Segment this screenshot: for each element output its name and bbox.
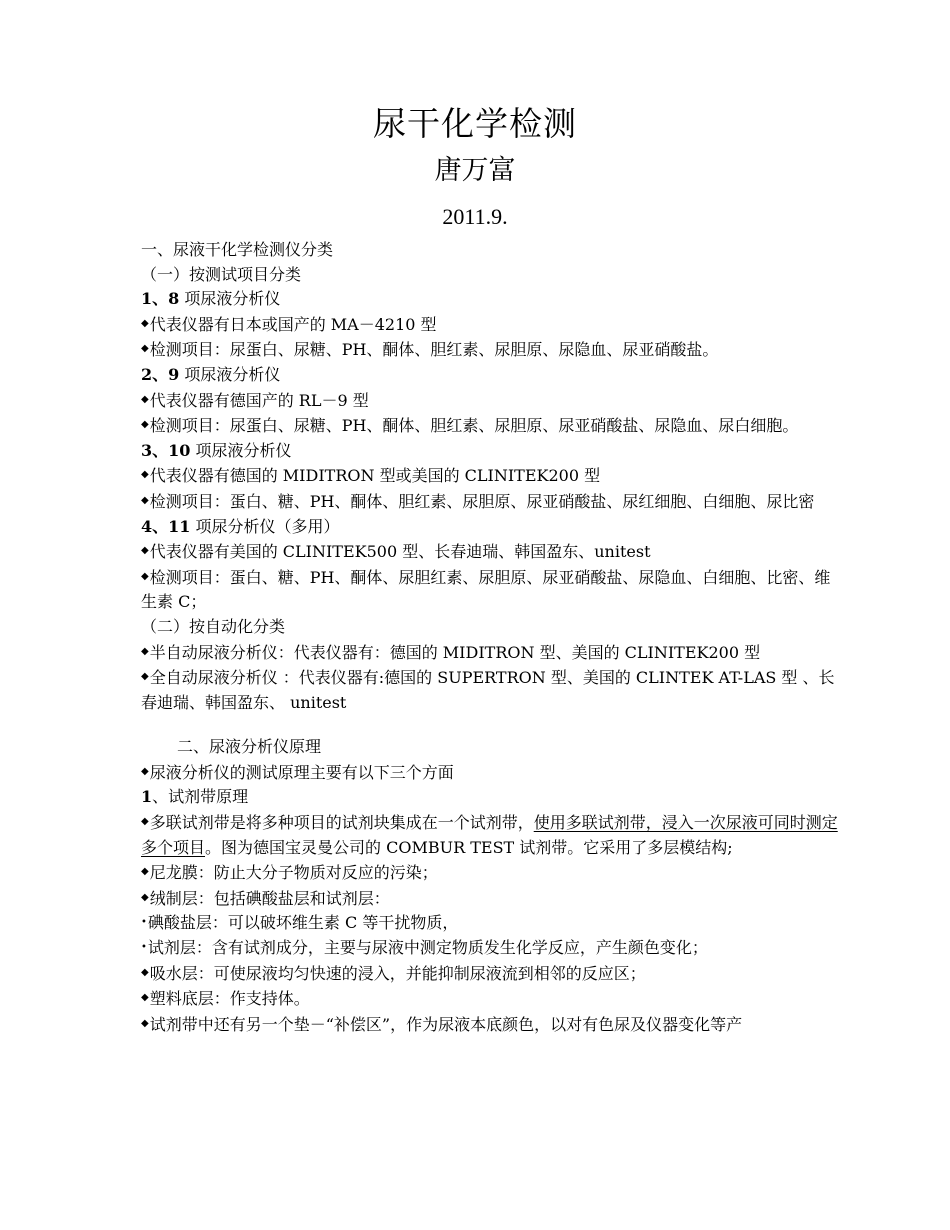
list-item [141,337,841,363]
list-item [141,911,841,936]
list-item-heading [141,515,841,540]
list-item [141,539,841,565]
diamond-bullet-icon: ◆ [141,866,149,878]
item-text: 吸水层：可使尿液均匀快速的浸入，并能抑制尿液流到相邻的反应区； [149,963,646,983]
diamond-bullet-icon: ◆ [141,419,149,431]
dot-bullet-icon: • [141,917,147,929]
diamond-bullet-icon: ◆ [141,545,149,557]
document-date: 2011.9. [442,204,508,229]
diamond-bullet-icon: ◆ [141,393,149,405]
diamond-bullet-icon: ◆ [141,1017,149,1029]
item-text: 试剂带中还有另一个垫－“补偿区”，作为尿液本底颜色，以对有色尿及仪器变化等产 [149,1014,743,1034]
diamond-bullet-icon: ◆ [141,570,149,582]
list-item-heading [141,785,841,810]
item-text: 。图为德国宝灵曼公司的 COMBUR TEST 试剂带。它采用了多层模结构; [205,837,733,857]
item-count: 、11 [152,516,191,536]
list-item [141,565,841,615]
diamond-bullet-icon: ◆ [141,494,149,506]
item-text: 全自动尿液分析仪 ：代表仪器有:德国的 SUPERTRON 型、美国的 CLINTEK AT-LAS 型 、长春迪瑞、韩国盈东、 unitest [141,668,835,712]
item-text: 半自动尿液分析仪：代表仪器有：德国的 MIDITRON 型、美国的 CLINITEK200 型 [149,642,761,662]
item-number: 2 [141,364,153,384]
section-heading: 二、尿液分析仪原理 [177,737,322,757]
diamond-bullet-icon: ◆ [141,343,149,355]
item-text: 检测项目：尿蛋白、尿糖、PH、酮体、胆红素、尿胆原、尿隐血、尿亚硝酸盐。 [149,340,719,360]
item-text: 试剂层：含有试剂成分，主要与尿液中测定物质发生化学反应，产生颜色变化； [147,938,708,958]
item-text: 塑料底层：作支持体。 [149,989,310,1009]
item-text: 碘酸盐层：可以破坏维生素 C 等干扰物质， [147,913,459,933]
list-item-heading [141,439,841,464]
item-text: 检测项目：蛋白、糖、PH、酮体、尿胆红素、尿胆原、尿亚硝酸盐、尿隐血、白细胞、比密、维生素 C； [141,567,831,612]
list-item [141,388,841,414]
list-item [141,860,841,886]
list-item [141,413,841,439]
item-count: 、9 [152,364,180,384]
diamond-bullet-icon: ◆ [141,765,149,777]
item-text: 代表仪器有德国产的 RL－9 型 [149,390,369,410]
item-text: 检测项目：尿蛋白、尿糖、PH、酮体、胆红素、尿胆原、尿亚硝酸盐、尿隐血、尿白细胞。 [149,416,799,436]
item-title: 项尿液分析仪 [190,440,292,460]
list-item [141,886,841,912]
document-title: 尿干化学检测 [373,104,577,143]
list-item [141,936,841,961]
diamond-bullet-icon: ◆ [141,891,149,903]
list-item [141,489,841,515]
list-item [141,760,841,786]
list-item [141,463,841,489]
item-text: 绒制层：包括碘酸盐层和试剂层： [149,888,390,908]
item-title: 项尿液分析仪 [179,364,281,384]
list-item [141,640,841,666]
diamond-bullet-icon: ◆ [141,966,149,978]
document-body [141,238,841,1037]
item-count: 、8 [152,289,180,309]
item-title: 项尿分析仪（多用） [190,516,340,536]
item-number: 4 [141,516,153,536]
item-text: 代表仪器有日本或国产的 MA－4210 型 [149,314,437,334]
item-text: 代表仪器有德国的 MIDITRON 型或美国的 CLINITEK200 型 [149,466,601,486]
list-item [141,312,841,338]
list-item [141,986,841,1012]
list-item-heading [141,287,841,312]
list-item [141,961,841,987]
item-text: 尼龙膜：防止大分子物质对反应的污染； [149,863,438,883]
item-count: 、10 [152,440,191,460]
blank-line [141,715,841,735]
subsection-heading: （二）按自动化分类 [141,616,286,636]
section-heading: 一、尿液干化学检测仪分类 [141,240,334,259]
subsection-heading: （一）按测试项目分类 [141,264,302,284]
diamond-bullet-icon: ◆ [141,816,149,828]
diamond-bullet-icon: ◆ [141,645,149,657]
item-text: 代表仪器有美国的 CLINITEK500 型、长春迪瑞、韩国盈东、unitest [149,542,651,562]
list-item [141,1012,841,1038]
item-number: 1 [141,289,153,309]
list-item-heading [141,363,841,388]
list-item [141,665,841,715]
diamond-bullet-icon: ◆ [141,992,149,1004]
item-number: 3 [141,440,153,460]
dot-bullet-icon: • [141,942,147,954]
item-text: 尿液分析仪的测试原理主要有以下三个方面 [149,762,454,782]
diamond-bullet-icon: ◆ [141,469,149,481]
author-name: 唐万富 [434,155,516,186]
underlined-text: 使用多联试剂带，浸入一次尿液可同时测定多个项目 [141,813,838,857]
item-text: 多联试剂带是将多种项目的试剂块集成在一个试剂带， [149,813,534,833]
list-item [141,810,841,860]
diamond-bullet-icon: ◆ [141,317,149,329]
diamond-bullet-icon: ◆ [141,671,149,683]
item-number: 1 [141,787,153,807]
item-text: 检测项目：蛋白、糖、PH、酮体、胆红素、尿胆原、尿亚硝酸盐、尿红细胞、白细胞、尿比密 [149,491,815,511]
item-title: 、试剂带原理 [152,787,249,807]
item-title: 项尿液分析仪 [179,289,281,309]
